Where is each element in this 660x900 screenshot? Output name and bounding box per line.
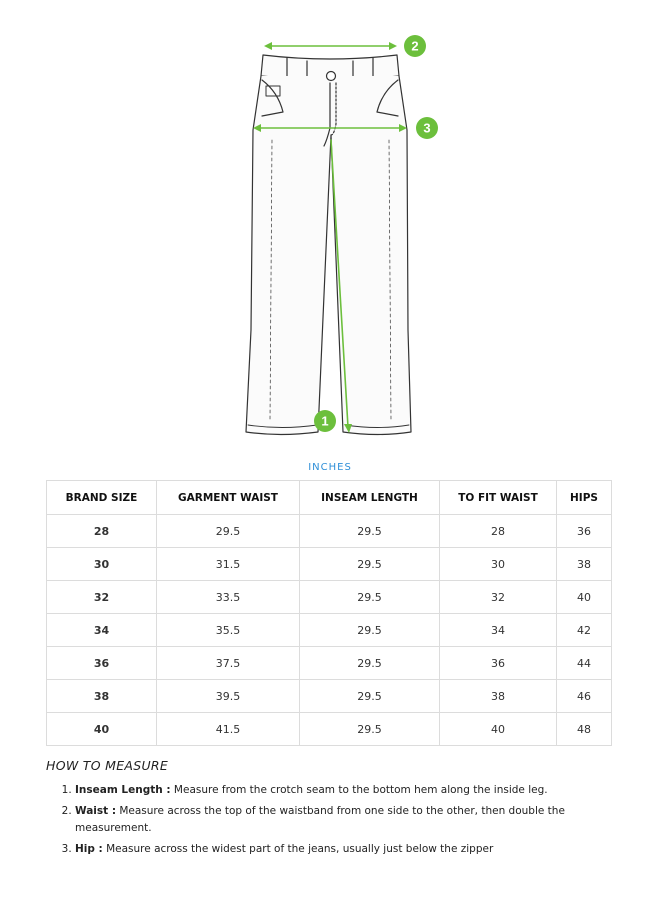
table-cell: 35.5 <box>157 614 300 647</box>
table-cell: 38 <box>557 548 612 581</box>
header-inseam-length: INSEAM LENGTH <box>300 481 440 515</box>
size-chart-table <box>46 480 612 746</box>
svg-text:1: 1 <box>321 413 329 429</box>
table-cell: 48 <box>557 713 612 746</box>
table-cell: 46 <box>557 680 612 713</box>
table-cell: 40 <box>557 581 612 614</box>
brand-size-cell: 38 <box>47 680 157 713</box>
table-cell: 39.5 <box>157 680 300 713</box>
table-row <box>47 647 612 680</box>
table-cell: 29.5 <box>300 581 440 614</box>
measurement-steps-list <box>46 782 635 862</box>
table-cell: 30 <box>440 548 557 581</box>
step-text: Measure from the crotch seam to the bottom hem along the inside leg. <box>170 784 548 796</box>
brand-size-cell: 32 <box>47 581 157 614</box>
table-cell: 29.5 <box>300 680 440 713</box>
how-to-measure-heading: HOW TO MEASURE <box>46 758 169 773</box>
table-cell: 29.5 <box>300 548 440 581</box>
step-inseam <box>75 782 635 799</box>
step-text: Measure across the top of the waistband from one side to the other, then double the measurement. <box>75 805 565 834</box>
table-cell: 42 <box>557 614 612 647</box>
table-cell: 29.5 <box>300 515 440 548</box>
step-term: Inseam Length : <box>75 784 171 796</box>
marker-3-badge <box>416 117 438 139</box>
table-cell: 28 <box>440 515 557 548</box>
table-cell: 36 <box>557 515 612 548</box>
brand-size-cell: 40 <box>47 713 157 746</box>
header-garment-waist: GARMENT WAIST <box>157 481 300 515</box>
brand-size-cell: 28 <box>47 515 157 548</box>
marker-2-badge <box>404 35 426 57</box>
header-to-fit-waist: TO FIT WAIST <box>440 481 557 515</box>
svg-text:2: 2 <box>411 38 419 54</box>
table-row <box>47 713 612 746</box>
table-row <box>47 614 612 647</box>
table-row <box>47 581 612 614</box>
header-brand-size: BRAND SIZE <box>47 481 157 515</box>
step-hip <box>75 841 635 858</box>
table-row <box>47 515 612 548</box>
step-term: Hip : <box>75 843 103 855</box>
unit-label: INCHES <box>308 462 352 473</box>
header-hips: HIPS <box>557 481 612 515</box>
table-row <box>47 548 612 581</box>
table-cell: 29.5 <box>300 713 440 746</box>
table-cell: 29.5 <box>300 647 440 680</box>
brand-size-cell: 34 <box>47 614 157 647</box>
table-header-row <box>47 481 612 515</box>
table-cell: 29.5 <box>157 515 300 548</box>
table-cell: 38 <box>440 680 557 713</box>
table-cell: 37.5 <box>157 647 300 680</box>
svg-text:3: 3 <box>423 120 431 136</box>
table-cell: 32 <box>440 581 557 614</box>
table-cell: 41.5 <box>157 713 300 746</box>
table-cell: 29.5 <box>300 614 440 647</box>
table-cell: 34 <box>440 614 557 647</box>
step-waist <box>75 803 635 837</box>
table-cell: 31.5 <box>157 548 300 581</box>
brand-size-cell: 30 <box>47 548 157 581</box>
table-cell: 44 <box>557 647 612 680</box>
step-term: Waist : <box>75 805 117 817</box>
table-cell: 40 <box>440 713 557 746</box>
table-cell: 36 <box>440 647 557 680</box>
step-text: Measure across the widest part of the jeans, usually just below the zipper <box>102 843 494 855</box>
marker-1-badge <box>314 410 336 432</box>
table-row <box>47 680 612 713</box>
table-cell: 33.5 <box>157 581 300 614</box>
brand-size-cell: 36 <box>47 647 157 680</box>
